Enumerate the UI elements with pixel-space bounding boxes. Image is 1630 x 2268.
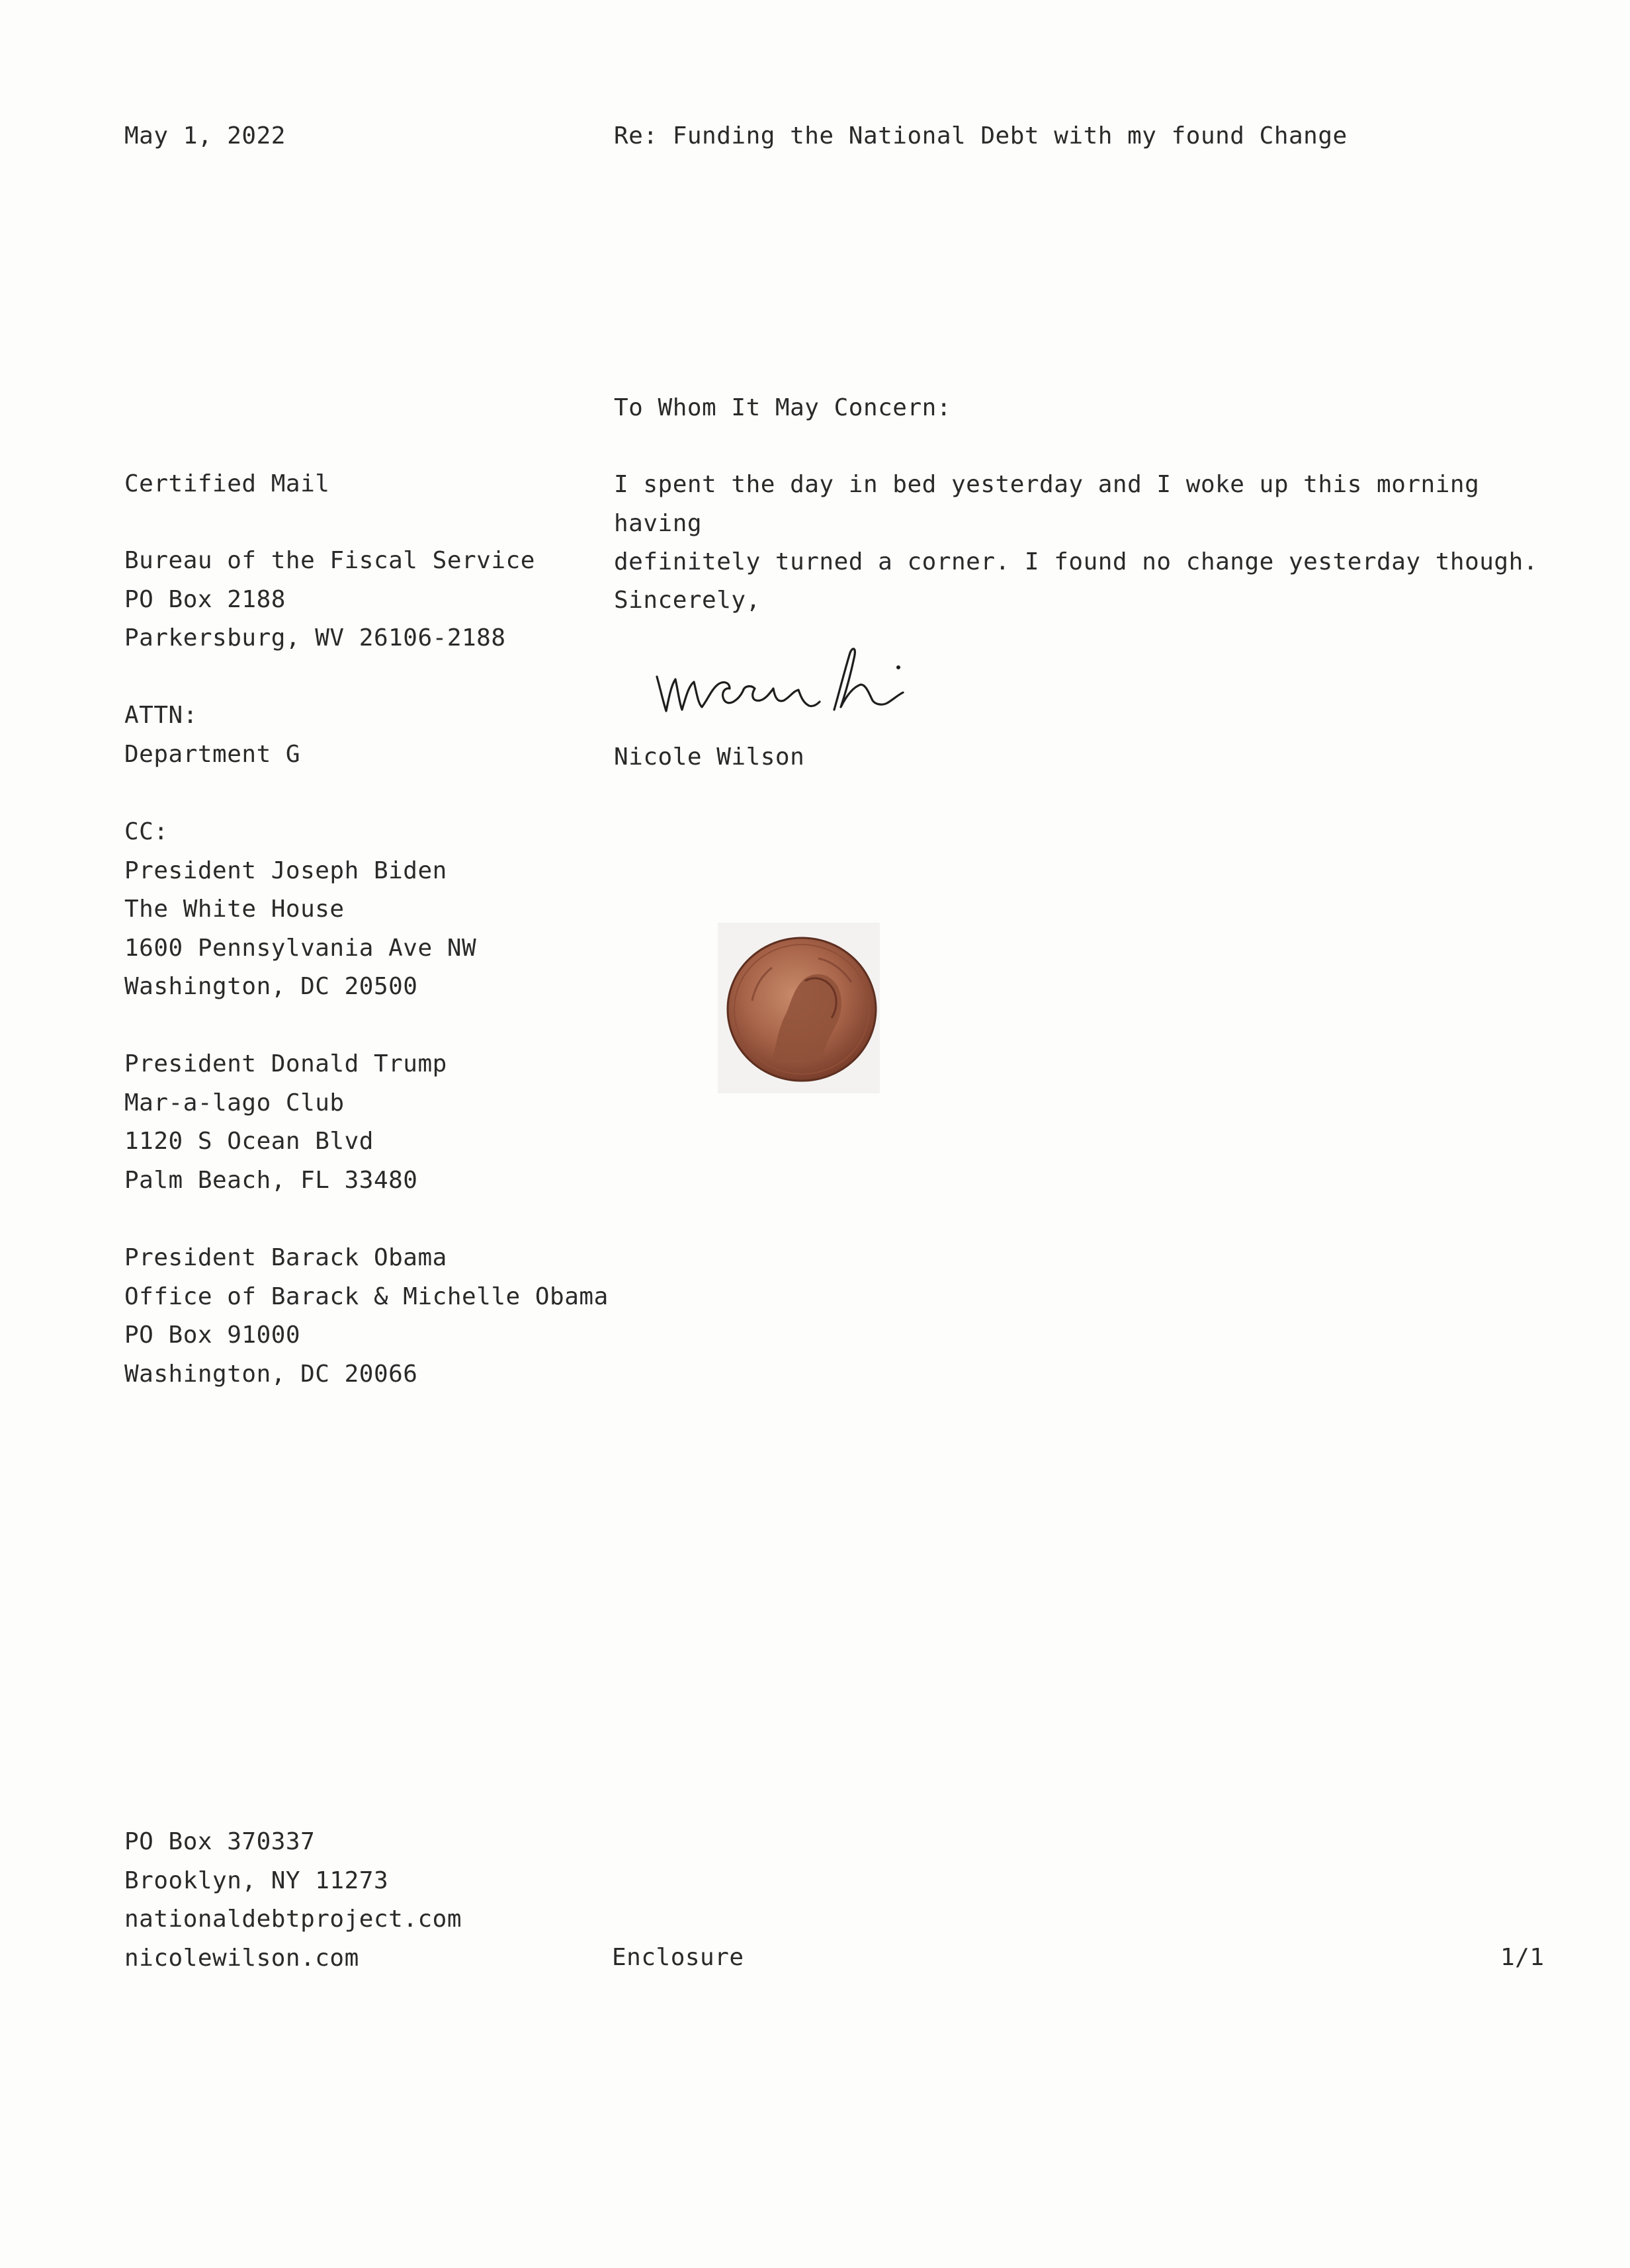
body-line: definitely turned a corner. I found no change yesterday though. xyxy=(614,548,1538,575)
cc-line: President Barack Obama xyxy=(124,1244,447,1271)
cc-line: Mar-a-lago Club xyxy=(124,1089,345,1116)
sender-line: PO Box 370337 xyxy=(124,1828,316,1855)
address-line: PO Box 2188 xyxy=(124,585,286,613)
address-line: Bureau of the Fiscal Service xyxy=(124,547,535,574)
closing: Sincerely, xyxy=(614,587,761,614)
cc-line: The White House xyxy=(124,896,345,923)
letter-date: May 1, 2022 xyxy=(124,122,286,149)
delivery-method: Certified Mail xyxy=(124,470,330,497)
cc-line: Palm Beach, FL 33480 xyxy=(124,1166,418,1194)
attn-department: Department G xyxy=(124,740,301,768)
cc-recipient xyxy=(124,1045,447,1200)
cc-line: President Donald Trump xyxy=(124,1050,447,1077)
cc-block xyxy=(124,813,476,1007)
signer-name: Nicole Wilson xyxy=(614,743,805,771)
enclosure-image xyxy=(718,923,880,1093)
page-number: 1/1 xyxy=(1500,1944,1545,1971)
cc-line: Office of Barack & Michelle Obama xyxy=(124,1282,609,1310)
cc-line: Washington, DC 20500 xyxy=(124,973,418,1000)
sender-address xyxy=(124,1823,462,1978)
cc-line: PO Box 91000 xyxy=(124,1322,301,1349)
enclosure-label: Enclosure xyxy=(612,1944,744,1971)
sender-line: Brooklyn, NY 11273 xyxy=(124,1867,389,1894)
letter-subject: Re: Funding the National Debt with my found Change xyxy=(614,122,1348,149)
salutation: To Whom It May Concern: xyxy=(614,394,951,421)
address-line: Parkersburg, WV 26106-2188 xyxy=(124,624,506,651)
sender-line: nationaldebtproject.com xyxy=(124,1906,462,1933)
letter-body xyxy=(614,466,1553,582)
cc-line: 1120 S Ocean Blvd xyxy=(124,1128,374,1155)
cc-line: President Joseph Biden xyxy=(124,857,447,884)
cc-recipient xyxy=(124,1239,609,1394)
cc-label: CC: xyxy=(124,818,169,845)
attn-label: ATTN: xyxy=(124,702,198,729)
signature-icon xyxy=(652,638,982,724)
recipient-address xyxy=(124,542,535,658)
penny-icon xyxy=(726,935,878,1083)
sender-line: nicolewilson.com xyxy=(124,1944,359,1972)
body-line: I spent the day in bed yesterday and I woke up this morning having xyxy=(614,471,1480,537)
cc-line: Washington, DC 20066 xyxy=(124,1360,418,1388)
cc-line: 1600 Pennsylvania Ave NW xyxy=(124,934,477,962)
attn-block xyxy=(124,696,300,774)
